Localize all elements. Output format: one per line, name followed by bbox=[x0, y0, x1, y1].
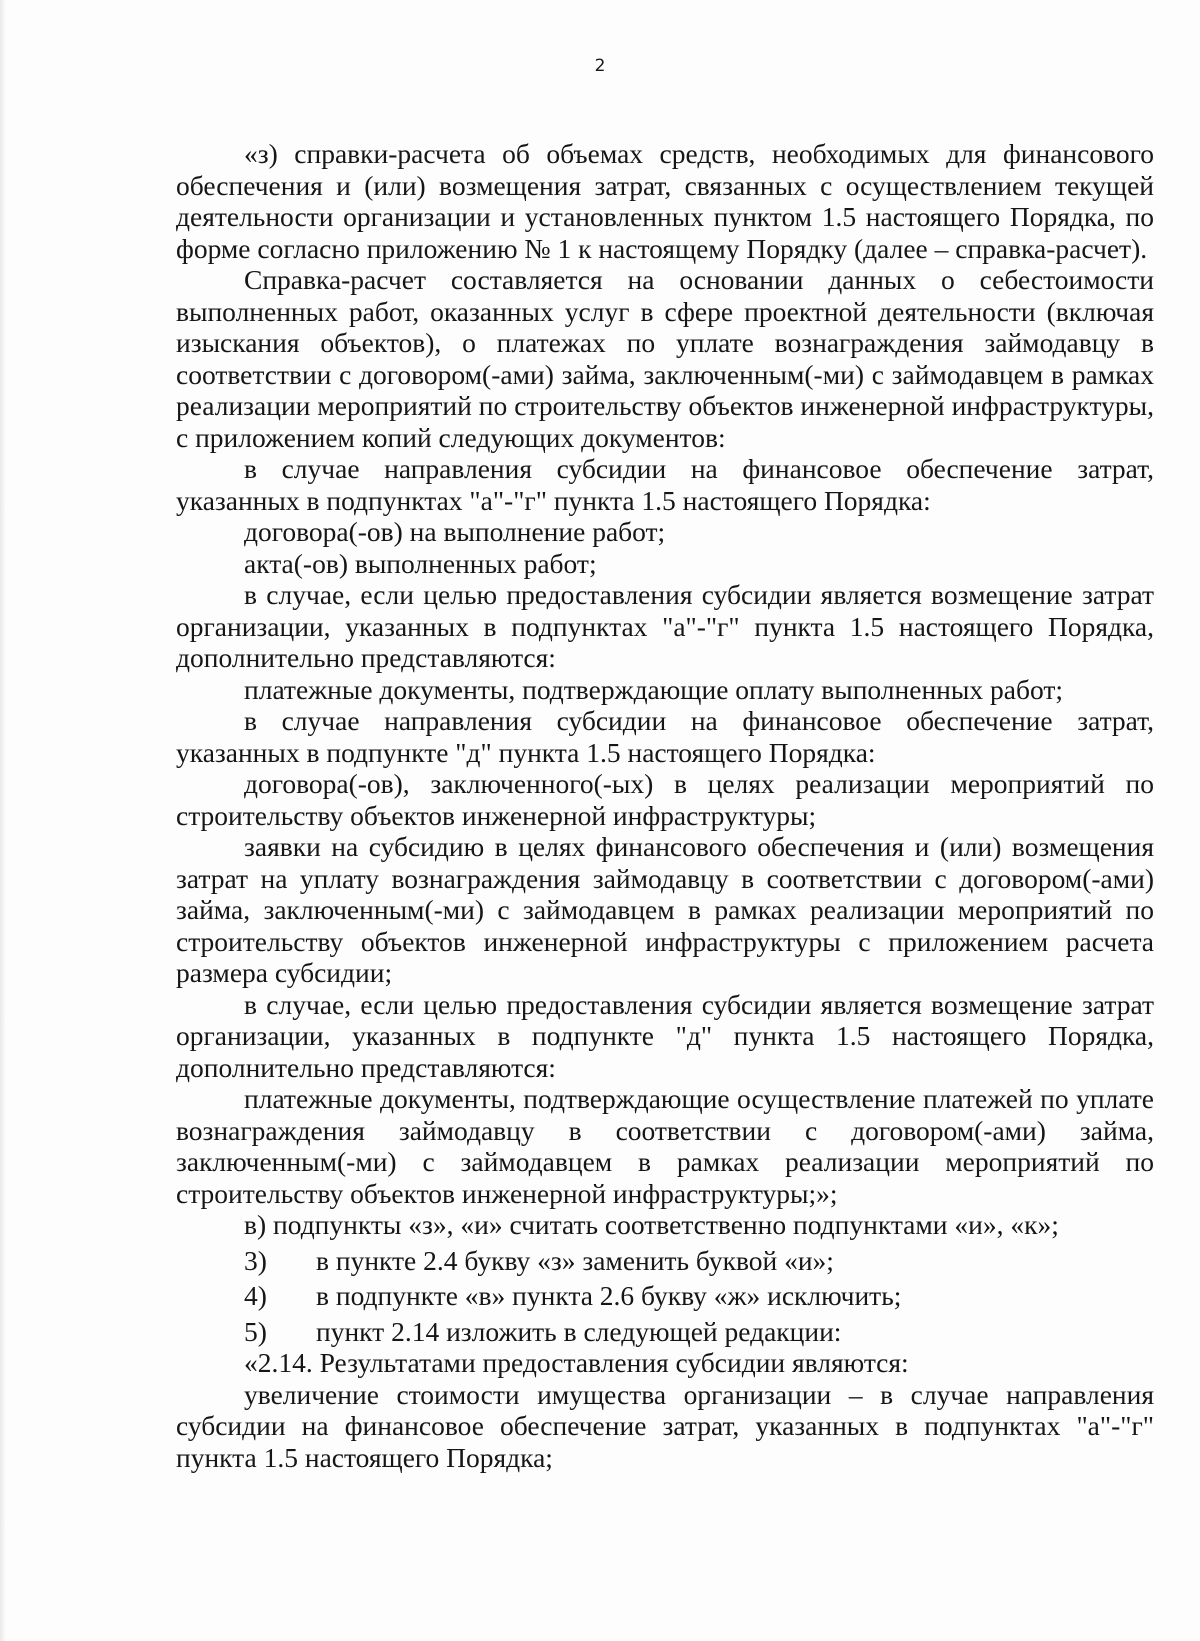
paragraph-case-reimbursement-d: в случае, если целью предоставления субсидии является возмещение затрат организации, указанных в подпункте "д" пункта 1.5 настоящего Порядка, дополнительно представляются: bbox=[176, 988, 1154, 1083]
item-number: 5) bbox=[244, 1315, 267, 1347]
paragraph-work-contracts: договора(-ов) на выполнение работ; bbox=[244, 516, 666, 547]
paragraph-reward-payment-documents: платежные документы, подтверждающие осуществление платежей по уплате вознаграждения займодавцу в соответствии с договором(-ами) займа, заключенным(-ми) с займодавцем в рамках реализации мероприятий по строительству объектов инженерной инфраструктуры;»; bbox=[176, 1083, 1154, 1209]
scan-edge-shadow bbox=[0, 0, 6, 1641]
paragraph-case-financing-d: в случае направления субсидии на финансовое обеспечение затрат, указанных в подпункте "д" пункта 1.5 настоящего Порядка: bbox=[176, 705, 1154, 768]
paragraph-work-acts: акта(-ов) выполненных работ; bbox=[244, 547, 597, 579]
numbered-item-4 bbox=[176, 1280, 1154, 1312]
numbered-item-3 bbox=[176, 1245, 1154, 1277]
paragraph-results-heading: «2.14. Результатами предоставления субсидии являются: bbox=[244, 1347, 909, 1378]
paragraph-results-property-value: увеличение стоимости имущества организации – в случае направления субсидии на финансовое обеспечение затрат, указанных в подпунктах "а"-"г" пункта 1.5 настоящего Порядка; bbox=[176, 1378, 1154, 1473]
item-number: 3) bbox=[244, 1244, 267, 1276]
item-text: в пункте 2.4 букву «з» заменить буквой «и»; bbox=[316, 1244, 834, 1276]
page-number: 2 bbox=[594, 56, 606, 76]
item-text: пункт 2.14 изложить в следующей редакции: bbox=[316, 1315, 842, 1347]
paragraph-case-reimbursement-a-g: в случае, если целью предоставления субсидии является возмещение затрат организации, указанных в подпунктах "а"-"г" пункта 1.5 настоящего Порядка, дополнительно представляются: bbox=[176, 579, 1154, 673]
item-number: 4) bbox=[244, 1280, 267, 1311]
paragraph-subsidy-applications: заявки на субсидию в целях финансового обеспечения и (или) возмещения затрат на уплату вознаграждения займодавцу в соответствии с договором(-ами) займа, заключенным(-ми) с займодавцем в рамках реализации мероприятий по строительству объектов инженерной инфраструктуры с приложением расчета размера субсидии; bbox=[176, 831, 1154, 988]
paragraph-case-financing-a-g: в случае направления субсидии на финансовое обеспечение затрат, указанных в подпунктах "а"-"г" пункта 1.5 настоящего Порядка: bbox=[176, 453, 1154, 516]
paragraph-renumber-subpoints: в) подпункты «з», «и» считать соответственно подпунктами «и», «к»; bbox=[244, 1209, 1059, 1240]
paragraph-subpoint-z: «з) справки-расчета об объемах средств, необходимых для финансового обеспечения и (или) возмещения затрат, связанных с осуществлением текущей деятельности организации и установленных пунктом 1.5 настоящего Порядка, по форме согласно приложению № 1 к настоящему Порядку (далее – справка-расчет). bbox=[176, 138, 1154, 264]
document-body bbox=[176, 138, 1154, 1473]
item-text: в подпункте «в» пункта 2.6 букву «ж» исключить; bbox=[316, 1280, 902, 1311]
paragraph-construction-contracts: договора(-ов), заключенного(-ых) в целях реализации мероприятий по строительству объектов инженерной инфраструктуры; bbox=[176, 768, 1154, 831]
numbered-item-5 bbox=[176, 1316, 1154, 1348]
paragraph-calculation-basis: Справка-расчет составляется на основании данных о себестоимости выполненных работ, оказанных услуг в сфере проектной деятельности (включая изыскания объектов), о платежах по уплате вознаграждения займодавцу в соответствии с договором(-ами) займа, заключенным(-ми) с займодавцем в рамках реализации мероприятий по строительству объектов инженерной инфраструктуры, с приложением копий следующих документов: bbox=[176, 264, 1154, 453]
paragraph-payment-documents: платежные документы, подтверждающие оплату выполненных работ; bbox=[244, 673, 1063, 705]
